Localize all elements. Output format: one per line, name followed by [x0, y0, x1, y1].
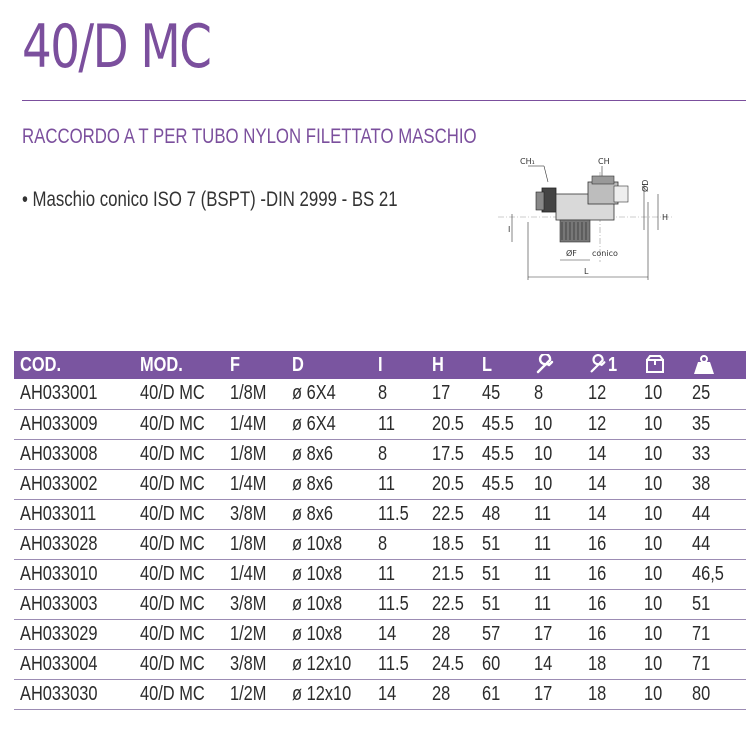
- cell-qty: 10: [638, 439, 686, 469]
- cell-mod: 40/D MC: [134, 469, 224, 499]
- col-header-weight: [686, 351, 746, 379]
- cell-ch: 10: [528, 469, 582, 499]
- label-f: ØF: [566, 249, 577, 258]
- table-header-row: [14, 351, 746, 379]
- cell-mod: 40/D MC: [134, 559, 224, 589]
- cell-h: 21.5: [426, 559, 476, 589]
- table-row: [14, 559, 746, 589]
- table-row: [14, 499, 746, 529]
- cell-weight: 51: [686, 589, 746, 619]
- cell-qty: 10: [638, 649, 686, 679]
- cell-f: 1/4M: [224, 559, 286, 589]
- cell-qty: 10: [638, 619, 686, 649]
- table-row: [14, 679, 746, 709]
- product-feature-bullet: • Maschio conico ISO 7 (BSPT) -DIN 2999 - BS 21: [22, 188, 398, 211]
- cell-weight: 38: [686, 469, 746, 499]
- table-row: [14, 439, 746, 469]
- label-i: I: [508, 225, 511, 234]
- cell-ch1: 12: [582, 379, 638, 409]
- cell-mod: 40/D MC: [134, 439, 224, 469]
- box-icon: [644, 354, 666, 376]
- cell-f: 1/8M: [224, 379, 286, 409]
- cell-h: 22.5: [426, 589, 476, 619]
- cell-h: 28: [426, 679, 476, 709]
- cell-weight: 71: [686, 619, 746, 649]
- cell-weight: 46,5: [686, 559, 746, 589]
- col-header-d: D: [286, 351, 372, 379]
- cell-weight: 33: [686, 439, 746, 469]
- cell-ch1: 16: [582, 559, 638, 589]
- cell-cod: AH033029: [14, 619, 134, 649]
- cell-i: 11: [372, 469, 426, 499]
- table-row: [14, 589, 746, 619]
- wrench-1-icon: [588, 354, 608, 376]
- cell-weight: 80: [686, 679, 746, 709]
- cell-ch: 8: [528, 379, 582, 409]
- cell-ch1: 18: [582, 649, 638, 679]
- cell-cod: AH033030: [14, 679, 134, 709]
- cell-d: ø 6X4: [286, 409, 372, 439]
- page-title: 40/D MC: [22, 12, 211, 82]
- cell-ch1: 14: [582, 499, 638, 529]
- cell-f: 1/2M: [224, 679, 286, 709]
- cell-d: ø 12x10: [286, 649, 372, 679]
- cell-cod: AH033011: [14, 499, 134, 529]
- cell-i: 11.5: [372, 589, 426, 619]
- cell-cod: AH033004: [14, 649, 134, 679]
- table-row: [14, 469, 746, 499]
- cell-mod: 40/D MC: [134, 649, 224, 679]
- cell-l: 61: [476, 679, 528, 709]
- cell-l: 60: [476, 649, 528, 679]
- cell-cod: AH033001: [14, 379, 134, 409]
- cell-ch: 10: [528, 439, 582, 469]
- cell-d: ø 10x8: [286, 559, 372, 589]
- cell-h: 17: [426, 379, 476, 409]
- cell-f: 1/8M: [224, 439, 286, 469]
- cell-qty: 10: [638, 469, 686, 499]
- cell-cod: AH033009: [14, 409, 134, 439]
- cell-i: 11: [372, 559, 426, 589]
- col-header-h: H: [426, 351, 476, 379]
- cell-ch: 17: [528, 679, 582, 709]
- cell-d: ø 10x8: [286, 589, 372, 619]
- col-header-wrench: [528, 351, 582, 379]
- cell-qty: 10: [638, 499, 686, 529]
- cell-weight: 71: [686, 649, 746, 679]
- col-header-f: F: [224, 351, 286, 379]
- cell-ch: 11: [528, 499, 582, 529]
- cell-d: ø 8x6: [286, 469, 372, 499]
- cell-l: 51: [476, 589, 528, 619]
- wrench-icon: [534, 354, 556, 376]
- cell-mod: 40/D MC: [134, 379, 224, 409]
- cell-h: 24.5: [426, 649, 476, 679]
- title-divider: [22, 100, 746, 101]
- cell-h: 18.5: [426, 529, 476, 559]
- cell-mod: 40/D MC: [134, 679, 224, 709]
- table-row: [14, 649, 746, 679]
- cell-weight: 44: [686, 529, 746, 559]
- cell-cod: AH033003: [14, 589, 134, 619]
- cell-ch: 10: [528, 409, 582, 439]
- cell-ch1: 16: [582, 619, 638, 649]
- cell-d: ø 10x8: [286, 529, 372, 559]
- label-h: H: [662, 213, 669, 222]
- cell-qty: 10: [638, 559, 686, 589]
- cell-mod: 40/D MC: [134, 499, 224, 529]
- product-subtitle: RACCORDO A T PER TUBO NYLON FILETTATO MASCHIO: [22, 125, 477, 148]
- cell-h: 17.5: [426, 439, 476, 469]
- cell-ch: 17: [528, 619, 582, 649]
- cell-f: 1/4M: [224, 469, 286, 499]
- cell-l: 45.5: [476, 469, 528, 499]
- cell-weight: 44: [686, 499, 746, 529]
- cell-h: 28: [426, 619, 476, 649]
- cell-l: 45.5: [476, 409, 528, 439]
- cell-ch: 14: [528, 649, 582, 679]
- cell-ch: 11: [528, 589, 582, 619]
- cell-cod: AH033010: [14, 559, 134, 589]
- cell-ch1: 14: [582, 469, 638, 499]
- weight-icon: [692, 354, 716, 376]
- table-row: [14, 529, 746, 559]
- cell-d: ø 8x6: [286, 499, 372, 529]
- table-row: [14, 619, 746, 649]
- cell-f: 1/8M: [224, 529, 286, 559]
- cell-ch: 11: [528, 559, 582, 589]
- col-header-mod: MOD.: [134, 351, 224, 379]
- cell-l: 51: [476, 559, 528, 589]
- cell-d: ø 6X4: [286, 379, 372, 409]
- cell-mod: 40/D MC: [134, 619, 224, 649]
- col-header-i: I: [372, 351, 426, 379]
- cell-h: 22.5: [426, 499, 476, 529]
- cell-d: ø 8x6: [286, 439, 372, 469]
- cell-i: 11: [372, 409, 426, 439]
- cell-d: ø 10x8: [286, 619, 372, 649]
- cell-i: 8: [372, 439, 426, 469]
- cell-cod: AH033028: [14, 529, 134, 559]
- cell-ch1: 16: [582, 589, 638, 619]
- cell-qty: 10: [638, 379, 686, 409]
- fitting-technical-drawing: [498, 152, 674, 282]
- table-row: [14, 379, 746, 409]
- cell-l: 45.5: [476, 439, 528, 469]
- cell-ch: 11: [528, 529, 582, 559]
- cell-f: 1/4M: [224, 409, 286, 439]
- cell-ch1: 16: [582, 529, 638, 559]
- cell-cod: AH033008: [14, 439, 134, 469]
- label-ch1: CH₁: [520, 157, 535, 166]
- cell-weight: 25: [686, 379, 746, 409]
- cell-f: 3/8M: [224, 649, 286, 679]
- cell-f: 3/8M: [224, 499, 286, 529]
- cell-i: 11.5: [372, 499, 426, 529]
- cell-ch1: 14: [582, 439, 638, 469]
- cell-f: 1/2M: [224, 619, 286, 649]
- cell-d: ø 12x10: [286, 679, 372, 709]
- cell-f: 3/8M: [224, 589, 286, 619]
- col-header-box: [638, 351, 686, 379]
- cell-qty: 10: [638, 529, 686, 559]
- cell-qty: 10: [638, 679, 686, 709]
- table-row: [14, 409, 746, 439]
- cell-i: 11.5: [372, 649, 426, 679]
- cell-h: 20.5: [426, 409, 476, 439]
- cell-i: 8: [372, 529, 426, 559]
- cell-qty: 10: [638, 589, 686, 619]
- cell-l: 57: [476, 619, 528, 649]
- col-header-wrench-1: 1: [582, 351, 638, 379]
- label-ch: CH: [598, 157, 610, 166]
- cell-ch1: 18: [582, 679, 638, 709]
- col-header-l: L: [476, 351, 528, 379]
- cell-i: 14: [372, 679, 426, 709]
- label-l: L: [584, 267, 589, 276]
- cell-ch1: 12: [582, 409, 638, 439]
- label-d: ØD: [641, 179, 650, 192]
- cell-mod: 40/D MC: [134, 589, 224, 619]
- cell-i: 14: [372, 619, 426, 649]
- cell-l: 45: [476, 379, 528, 409]
- product-table: [14, 351, 746, 710]
- cell-qty: 10: [638, 409, 686, 439]
- cell-l: 51: [476, 529, 528, 559]
- cell-weight: 35: [686, 409, 746, 439]
- cell-cod: AH033002: [14, 469, 134, 499]
- col-header-cod: COD.: [14, 351, 134, 379]
- cell-h: 20.5: [426, 469, 476, 499]
- label-conico: conico: [592, 249, 618, 258]
- cell-mod: 40/D MC: [134, 409, 224, 439]
- cell-mod: 40/D MC: [134, 529, 224, 559]
- cell-l: 48: [476, 499, 528, 529]
- cell-i: 8: [372, 379, 426, 409]
